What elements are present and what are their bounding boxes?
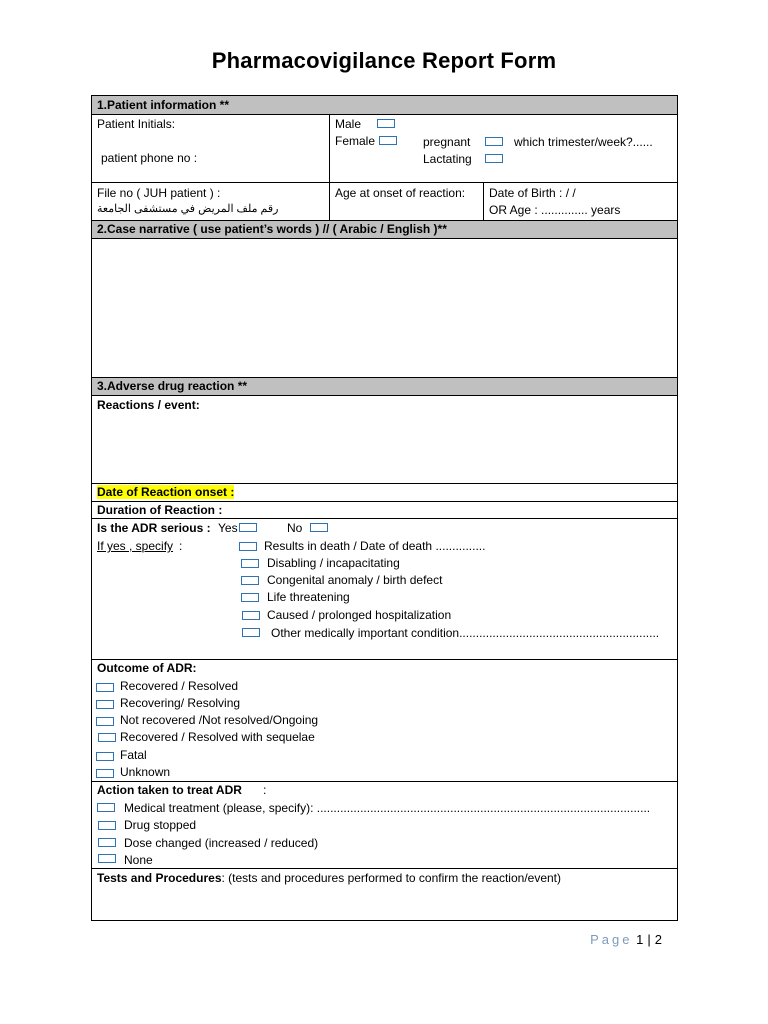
date-of-birth-label: Date of Birth : / /: [489, 186, 576, 200]
action-option: Drug stopped: [124, 818, 197, 832]
page-word: Page: [590, 932, 633, 947]
disabling-checkbox[interactable]: [241, 559, 259, 568]
page-current: 1: [636, 932, 644, 947]
no-label: No: [287, 521, 303, 535]
if-yes-colon: :: [179, 539, 183, 553]
file-no-label: File no ( JUH patient ) :: [97, 186, 221, 200]
female-label: Female: [335, 134, 376, 148]
tests-heading: Tests and Procedures: [97, 871, 222, 885]
outcome-heading: Outcome of ADR:: [97, 661, 197, 675]
action-checkbox[interactable]: [97, 803, 115, 812]
section-3-heading: 3.Adverse drug reaction **: [97, 379, 248, 393]
outcome-checkbox[interactable]: [96, 683, 114, 692]
reaction-duration-label: Duration of Reaction :: [97, 503, 223, 517]
case-narrative-area[interactable]: [92, 239, 677, 377]
age-onset-label: Age at onset of reaction:: [335, 186, 466, 200]
pregnant-label: pregnant: [423, 135, 471, 149]
action-checkbox[interactable]: [98, 838, 116, 847]
male-label: Male: [335, 117, 362, 131]
if-yes-specify-label: If yes , specify: [97, 539, 174, 553]
action-option: Medical treatment (please, specify): ....................................................................................................: [124, 801, 651, 815]
serious-option: Life threatening: [267, 590, 350, 604]
or-age-label: OR Age : .............. years: [489, 203, 621, 217]
serious-option: Other medically important condition............................................................: [271, 626, 660, 640]
report-form: [91, 95, 678, 921]
congenital-checkbox[interactable]: [241, 576, 259, 585]
adr-serious-label: Is the ADR serious :: [97, 521, 211, 535]
action-option: Dose changed (increased / reduced): [124, 836, 319, 850]
outcome-checkbox[interactable]: [98, 733, 116, 742]
outcome-checkbox[interactable]: [96, 700, 114, 709]
action-heading-colon: :: [263, 783, 267, 797]
serious-option: Disabling / incapacitating: [267, 556, 400, 570]
patient-phone-label: patient phone no :: [101, 151, 198, 165]
serious-no-checkbox[interactable]: [310, 523, 328, 532]
outcome-option: Not recovered /Not resolved/Ongoing: [120, 713, 319, 727]
reactions-label: Reactions / event:: [97, 398, 200, 412]
page-separator: |: [647, 932, 651, 947]
serious-yes-checkbox[interactable]: [239, 523, 257, 532]
pregnant-checkbox[interactable]: [485, 137, 503, 146]
patient-initials-label: Patient Initials:: [97, 117, 176, 131]
file-no-arabic-label: رقم ملف المريض في مستشفى الجامعة: [97, 203, 279, 215]
outcome-option: Fatal: [120, 748, 147, 762]
outcome-checkbox[interactable]: [96, 752, 114, 761]
tests-description: : (tests and procedures performed to confirm the reaction/event): [221, 871, 561, 885]
action-heading: Action taken to treat ADR: [97, 783, 242, 797]
serious-option: Congenital anomaly / birth defect: [267, 573, 443, 587]
death-checkbox[interactable]: [239, 542, 257, 551]
outcome-option: Unknown: [120, 765, 171, 779]
action-checkbox[interactable]: [98, 854, 116, 863]
outcome-option: Recovered / Resolved with sequelae: [120, 730, 315, 744]
reaction-onset-label: Date of Reaction onset :: [97, 485, 235, 499]
life-threatening-checkbox[interactable]: [241, 593, 259, 602]
other-condition-checkbox[interactable]: [242, 628, 260, 637]
serious-option: Results in death / Date of death ...............: [264, 539, 486, 553]
male-checkbox[interactable]: [377, 119, 395, 128]
page-footer: [590, 932, 662, 947]
tests-row: [97, 871, 561, 885]
lactating-checkbox[interactable]: [485, 154, 503, 163]
lactating-label: Lactating: [423, 152, 472, 166]
section-2-heading: 2.Case narrative ( use patient’s words ) // ( Arabic / English )**: [97, 222, 447, 236]
page-title: Pharmacovigilance Report Form: [211, 48, 557, 73]
outcome-checkbox[interactable]: [96, 717, 114, 726]
outcome-checkbox[interactable]: [96, 769, 114, 778]
serious-option: Caused / prolonged hospitalization: [267, 608, 452, 622]
female-checkbox[interactable]: [379, 136, 397, 145]
trimester-label: which trimester/week?......: [514, 135, 653, 149]
hospitalization-checkbox[interactable]: [242, 611, 260, 620]
outcome-option: Recovered / Resolved: [120, 679, 239, 693]
section-1-heading: 1.Patient information **: [97, 98, 230, 112]
page-total: 2: [654, 932, 662, 947]
action-checkbox[interactable]: [98, 821, 116, 830]
outcome-option: Recovering/ Resolving: [120, 696, 241, 710]
yes-label: Yes: [218, 521, 238, 535]
action-option: None: [124, 853, 153, 867]
